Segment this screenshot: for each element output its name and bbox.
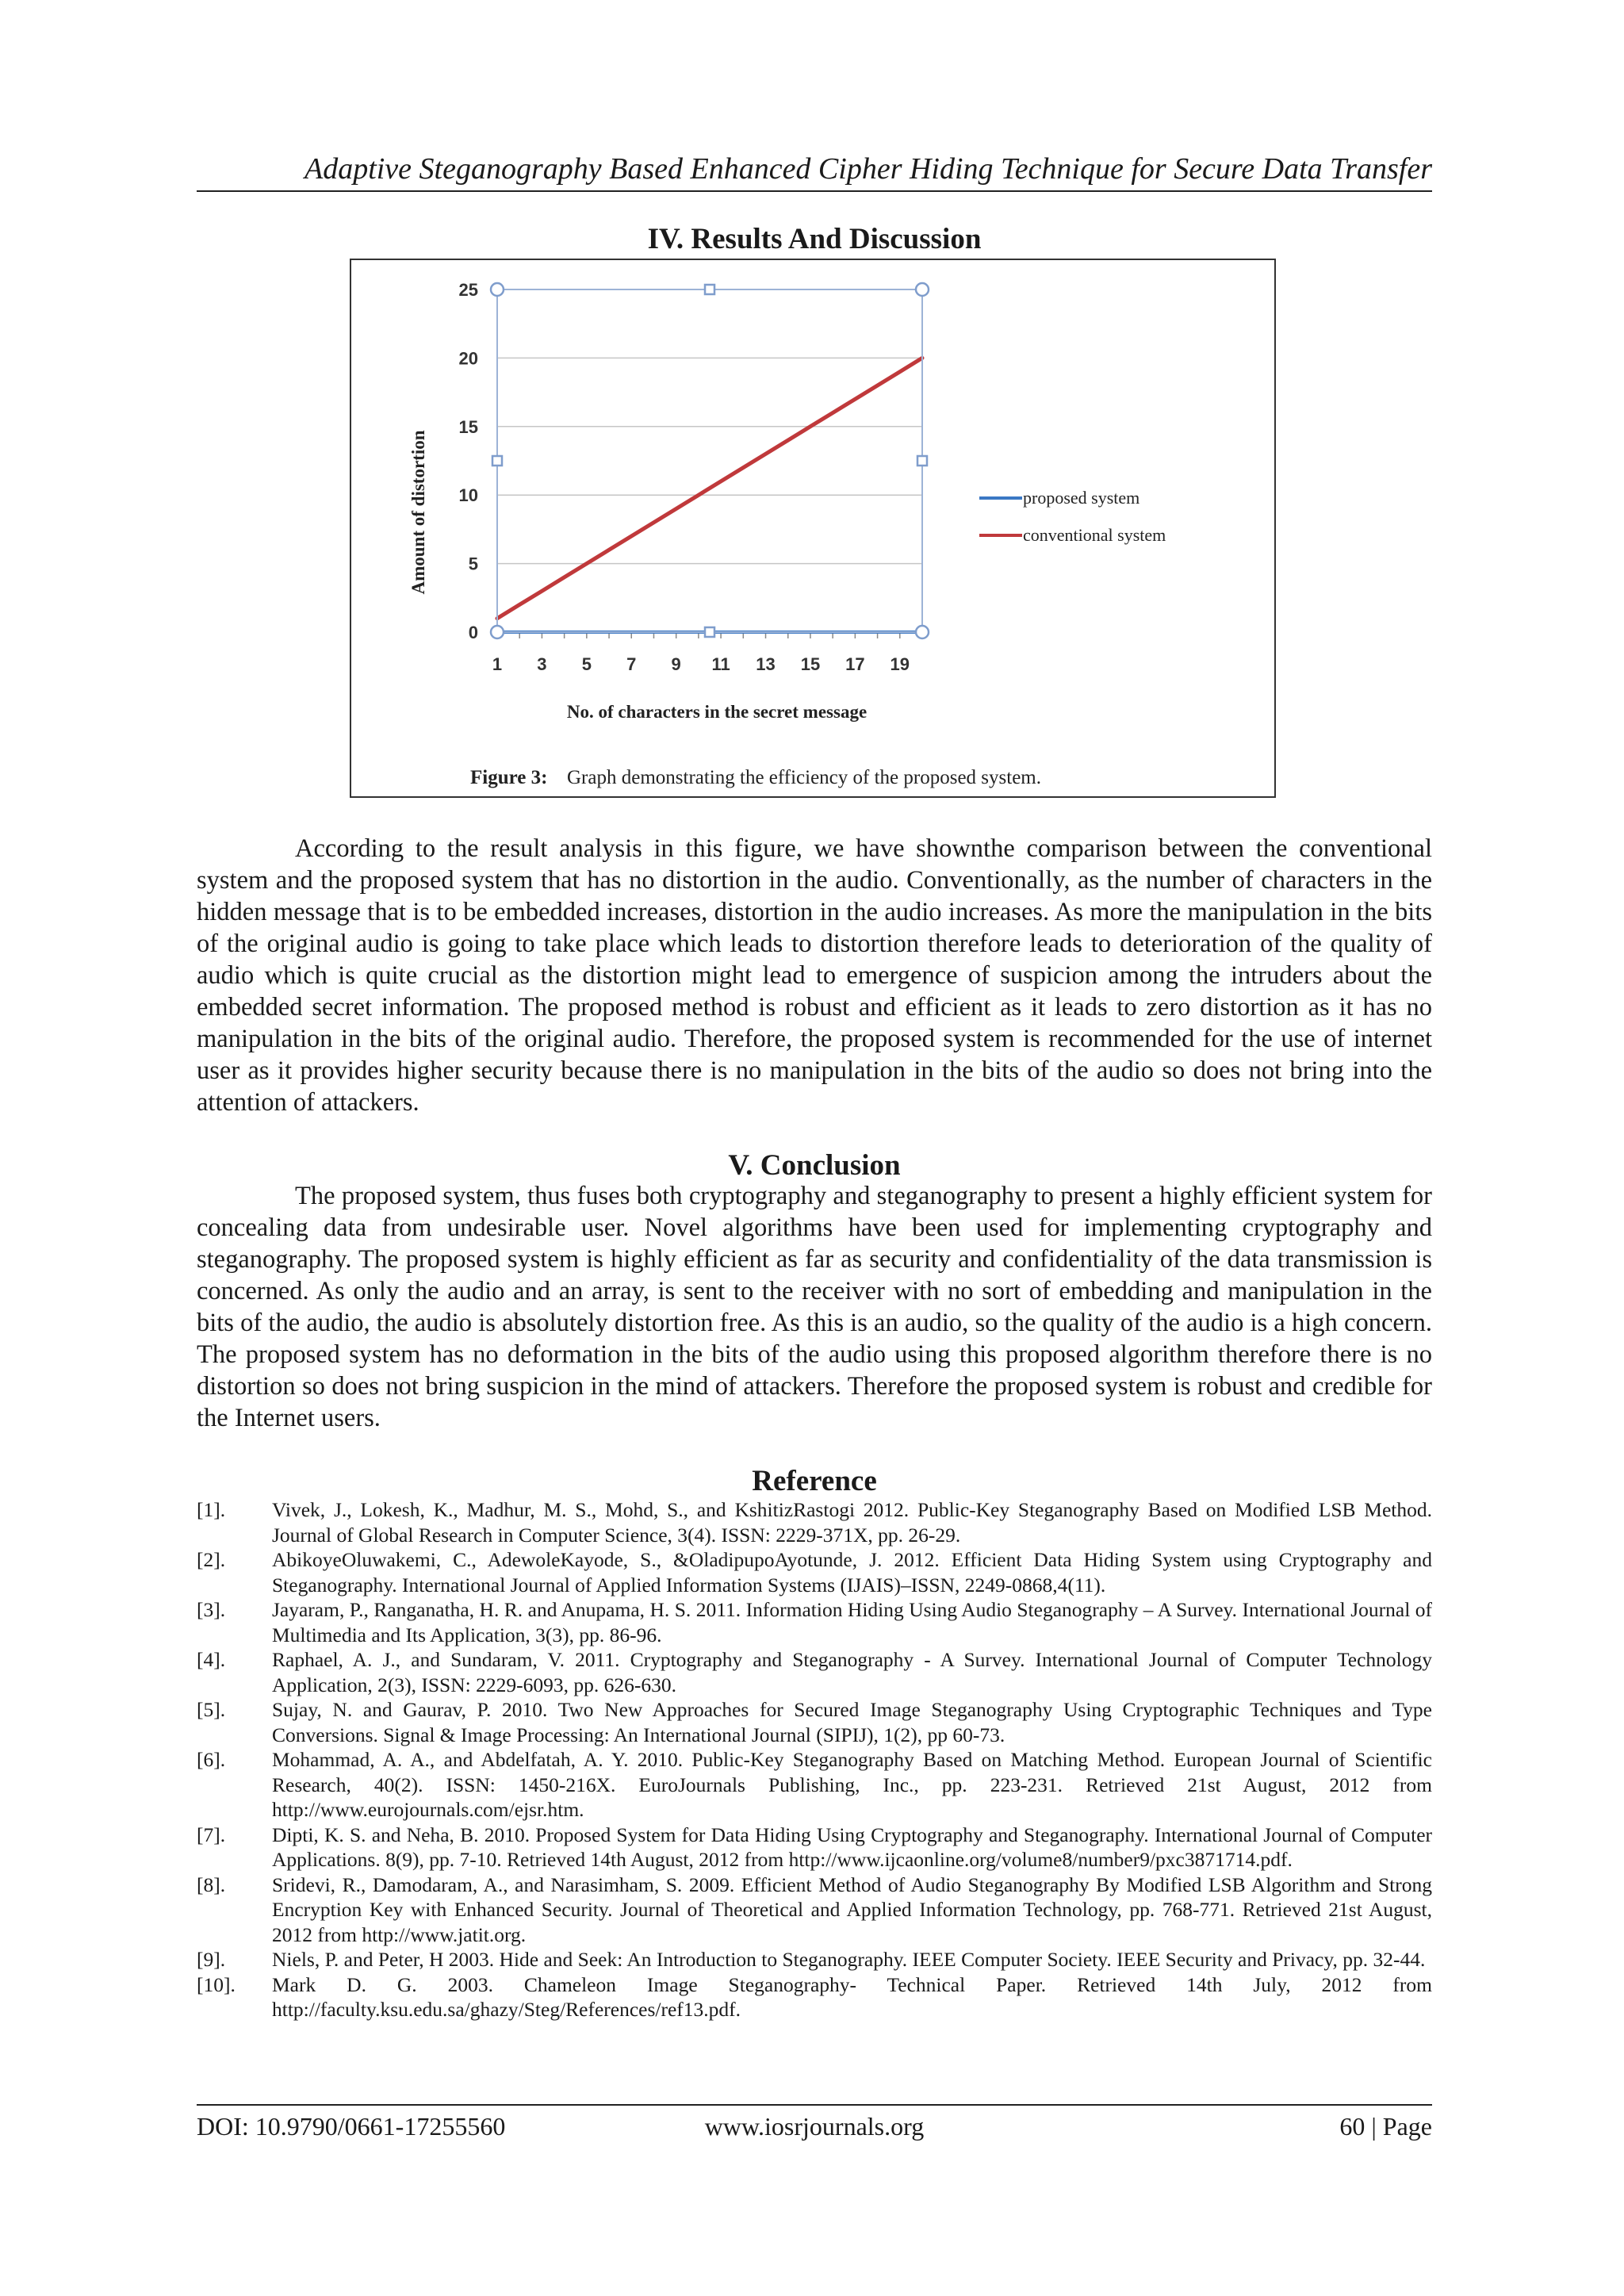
x-tick-label: 13: [756, 654, 776, 674]
x-tick-label: 15: [800, 654, 821, 674]
figure-3: [350, 259, 1276, 798]
results-paragraph: According to the result analysis in this figure, we have shownthe comparison between the conventional system and the proposed system that has no distortion in the audio. Conventionally, as the number of characters in the hidden message that is to be embedded increases, distortion in the audio increases. As more the manipulation in the bits of the original audio is going to take place which leads to distortion therefore leads to deterioration of the quality of audio which is quite crucial as the distortion might lead to emergence of suspicion among the intruders about the embedded secret information. The proposed method is robust and efficient as it leads to zero distortion as it has no manipulation in the bits of the original audio. Therefore, the proposed system is recommended for the use of internet user as it provides higher security because there is no manipulation in the bits of the audio so does not bring into the attention of attackers.: [197, 834, 1432, 1117]
footer-page-number: 60 | Page: [1339, 2112, 1432, 2141]
reference-item: [197, 1697, 1432, 1747]
reference-number: [4].: [197, 1648, 226, 1671]
reference-number: [7].: [197, 1823, 226, 1846]
reference-text: Dipti, K. S. and Neha, B. 2010. Proposed System for Data Hiding Using Cryptography and Steganography. International Journal of Computer Applications. 8(9), pp. 7-10. Retrieved 14th August, 2012 from http://www.ijcaonline.org/volume8/number9/pxc3871714.pdf.: [272, 1823, 1432, 1871]
running-header: Adaptive Steganography Based Enhanced Cipher Hiding Technique for Secure Data Transfer: [304, 152, 1432, 186]
reference-item: [197, 1747, 1432, 1823]
y-tick-label: 15: [458, 416, 478, 437]
section-title-references: Reference: [752, 1465, 877, 1497]
x-tick-label: 3: [537, 654, 547, 674]
reference-text: Jayaram, P., Ranganatha, H. R. and Anupama, H. S. 2011. Information Hiding Using Audio Steganography – A Survey. International Journal of Multimedia and Its Application, 3(3), pp. 86-96.: [272, 1598, 1432, 1646]
reference-number: [8].: [197, 1872, 226, 1896]
footer-website: www.iosrjournals.org: [704, 2112, 925, 2141]
resize-handle: [492, 456, 502, 466]
reference-text: Raphael, A. J., and Sundaram, V. 2011. Cryptography and Steganography - A Survey. International Journal of Computer Technology Application, 2(3), ISSN: 2229-6093, pp. 626-630.: [272, 1648, 1432, 1696]
reference-text: Sridevi, R., Damodaram, A., and Narasimham, S. 2009. Efficient Method of Audio Steganography By Modified LSB Algorithm and Strong Encryption Key with Enhanced Security. Journal of Theoretical and Applied Information Technology, pp. 768-771. Retrieved 21st August, 2012 from http://www.jatit.org.: [272, 1872, 1432, 1946]
reference-item: [197, 1647, 1432, 1697]
reference-text: AbikoyeOluwakemi, C., AdewoleKayode, S., &OladipupoAyotunde, J. 2012. Efficient Data Hiding System using Cryptography and Steganography. International Journal of Applied Information Systems (IJAIS)–ISSN, 2249-0868,4(11).: [272, 1548, 1432, 1596]
section-title-conclusion: V. Conclusion: [728, 1149, 901, 1182]
reference-number: [9].: [197, 1948, 226, 1971]
reference-item: [197, 1972, 1432, 2022]
x-tick-label: 11: [711, 654, 730, 674]
page-footer: [197, 2112, 1432, 2147]
reference-item: [197, 1547, 1432, 1597]
y-tick-label: 20: [458, 348, 478, 369]
y-tick-label: 25: [458, 280, 478, 300]
reference-text: Sujay, N. and Gaurav, P. 2010. Two New Approaches for Secured Image Steganography Using Cryptographic Techniques and Type Conversions. Signal & Image Processing: An International Journal (SIPIJ), 1(2), pp 60-73.: [272, 1698, 1432, 1746]
reference-text: Niels, P. and Peter, H 2003. Hide and Seek: An Introduction to Steganography. IEEE Computer Society. IEEE Security and Privacy, pp. 32-44.: [272, 1948, 1426, 1971]
distortion-chart: [351, 260, 1274, 796]
reference-number: [1].: [197, 1498, 226, 1521]
y-tick-label: 10: [458, 485, 478, 506]
conclusion-paragraph: The proposed system, thus fuses both cryptography and steganography to present a highly efficient system for concealing data from undesirable user. Novel algorithms have been used for implementing cryptography and steganography. The proposed system is highly efficient as far as security and confidentiality of the data transmission is concerned. As only the audio and an array, is sent to the receiver with no sort of embedding and manipulation in the bits of the audio, the audio is absolutely distortion free. As this is an audio, so the quality of the audio is a high concern. The proposed system has no deformation in the bits of the audio using this proposed algorithm therefore there is no distortion so does not bring suspicion in the mind of attackers. Therefore the proposed system is robust and credible for the Internet users.: [197, 1182, 1432, 1432]
reference-item: [197, 1597, 1432, 1647]
reference-text: Mohammad, A. A., and Abdelfatah, A. Y. 2010. Public-Key Steganography Based on Matching Method. European Journal of Scientific Research, 40(2). ISSN: 1450-216X. EuroJournals Publishing, Inc., pp. 223-231. Retrieved 21st August, 2012 from http://www.eurojournals.com/ejsr.htm.: [272, 1748, 1432, 1821]
y-axis-label: Amount of distortion: [408, 430, 428, 595]
footer-doi: DOI: 10.9790/0661-17255560: [197, 2112, 506, 2141]
resize-handle: [917, 456, 927, 466]
figure-caption-text: Graph demonstrating the efficiency of the proposed system.: [567, 767, 1041, 788]
reference-text: Vivek, J., Lokesh, K., Madhur, M. S., Mohd, S., and KshitizRastogi 2012. Public-Key Steganography Based on Modified LSB Method. Journal of Global Research in Computer Science, 3(4). ISSN: 2229-371X, pp. 26-29.: [272, 1498, 1432, 1547]
y-tick-label: 5: [468, 554, 478, 574]
resize-handle: [705, 285, 714, 294]
figure-caption-label: Figure 3:: [470, 767, 548, 788]
reference-list: [197, 1497, 1432, 2022]
legend-label: conventional system: [1023, 525, 1166, 545]
reference-number: [5].: [197, 1698, 226, 1721]
x-tick-label: 1: [492, 654, 503, 674]
x-tick-label: 7: [626, 654, 637, 674]
reference-item: [197, 1872, 1432, 1948]
reference-text: Mark D. G. 2003. Chameleon Image Steganography- Technical Paper. Retrieved 14th July, 2012 from http://faculty.ksu.edu.sa/ghazy/Steg/References/ref13.pdf.: [272, 1972, 1432, 2021]
reference-item: [197, 1823, 1432, 1872]
x-tick-label: 19: [890, 654, 910, 674]
reference-number: [6].: [197, 1748, 226, 1771]
resize-handle: [705, 627, 714, 637]
resize-handle: [916, 626, 929, 638]
header-rule: [197, 190, 1432, 192]
x-tick-label: 17: [845, 654, 865, 674]
reference-item: [197, 1947, 1432, 1972]
reference-number: [2].: [197, 1548, 226, 1571]
section-title-results: IV. Results And Discussion: [647, 223, 982, 255]
x-tick-label: 9: [671, 654, 681, 674]
x-axis-label: No. of characters in the secret message: [566, 702, 868, 722]
resize-handle: [916, 283, 929, 296]
legend-label: proposed system: [1023, 488, 1140, 508]
reference-number: [3].: [197, 1598, 226, 1621]
footer-rule: [197, 2104, 1432, 2106]
x-tick-label: 5: [581, 654, 592, 674]
series-line-conventional-system: [497, 358, 922, 618]
resize-handle: [491, 283, 504, 296]
y-tick-label: 0: [468, 623, 478, 642]
reference-item: [197, 1497, 1432, 1547]
reference-number: [10].: [197, 1972, 236, 1996]
resize-handle: [491, 626, 504, 638]
